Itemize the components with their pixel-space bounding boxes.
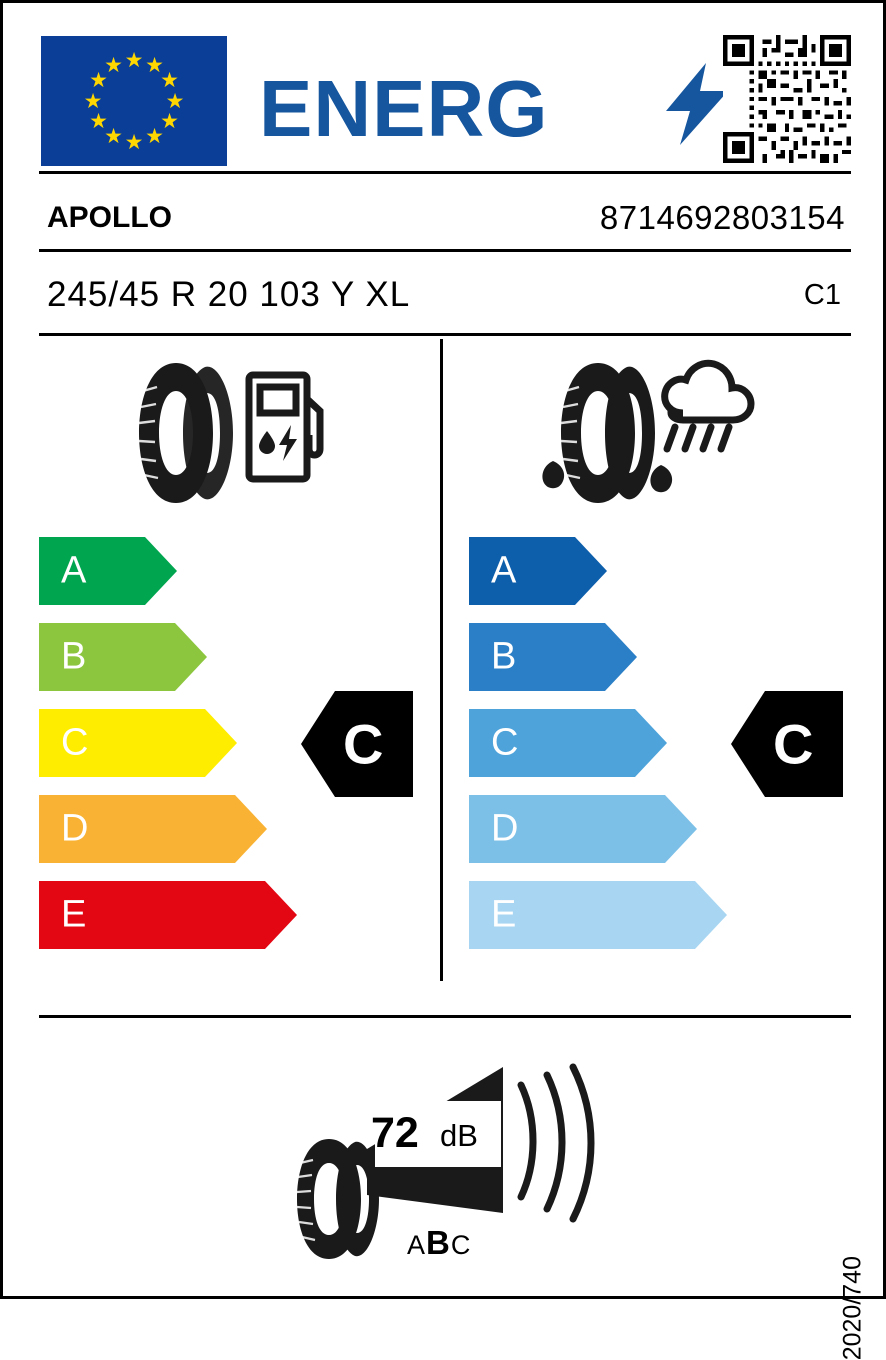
- eu-star-icon: ★: [145, 125, 164, 148]
- eu-star-icon: ★: [145, 53, 164, 77]
- fuel-efficiency-pictogram: [121, 353, 331, 513]
- eu-star-icon: ★: [104, 125, 123, 148]
- energy-title: ENERG: [259, 64, 549, 153]
- fuel-grade-c-letter: C: [61, 721, 89, 764]
- wet-bar-a: [469, 537, 607, 605]
- divider-top: [39, 171, 851, 174]
- noise-value: 72: [371, 1109, 419, 1157]
- date-code: 2020/740: [838, 1256, 866, 1360]
- fuel-bar-a: [39, 537, 177, 605]
- noise-class-c: C: [450, 1230, 472, 1260]
- wet-grade-a-letter: A: [491, 549, 517, 592]
- fuel-grade-d-letter: D: [61, 807, 89, 850]
- noise-class-b: B: [426, 1224, 451, 1261]
- noise-class-scale: [407, 1224, 471, 1262]
- wet-grade-d-letter: D: [491, 807, 519, 850]
- eu-star-icon: ★: [83, 89, 103, 113]
- lightning-bolt-icon: [666, 63, 728, 145]
- divider-size: [39, 333, 851, 336]
- column-divider: [440, 339, 443, 981]
- eu-star-icon: ★: [124, 130, 144, 154]
- eu-star-icon: ★: [89, 69, 108, 92]
- divider-noise: [39, 1015, 851, 1018]
- eu-star-icon: ★: [160, 69, 179, 92]
- fuel-grade-b-letter: B: [61, 635, 87, 678]
- wet-grip-pictogram: [543, 353, 783, 513]
- label-header: [41, 35, 851, 175]
- wet-grade-b-letter: B: [491, 635, 517, 678]
- noise-unit: dB: [440, 1118, 478, 1153]
- wet-grade-e-letter: E: [491, 893, 517, 936]
- eu-flag-icon: [41, 36, 227, 166]
- fuel-grade-a-letter: A: [61, 549, 87, 592]
- eu-star-icon: ★: [160, 110, 179, 133]
- fuel-rating-value: C: [343, 712, 384, 776]
- eu-star-icon: ★: [89, 110, 108, 133]
- wet-grade-c-letter: C: [491, 721, 519, 764]
- ean-code: 8714692803154: [599, 199, 845, 236]
- wet-rating-value: C: [773, 712, 814, 776]
- fuel-rating-pointer: [301, 691, 413, 797]
- noise-class-a: A: [407, 1230, 427, 1260]
- eu-star-icon: ★: [104, 53, 123, 77]
- brand-name: APOLLO: [47, 201, 172, 234]
- wet-rating-pointer: [731, 691, 843, 797]
- fuel-grade-e-letter: E: [61, 893, 87, 936]
- eu-star-icon: ★: [124, 48, 144, 72]
- qr-code: [723, 35, 851, 163]
- eu-star-icon: ★: [165, 89, 185, 113]
- divider-brand: [39, 249, 851, 252]
- tyre-size: 245/45 R 20 103 Y XL: [47, 275, 411, 314]
- tyre-class: C1: [803, 279, 841, 311]
